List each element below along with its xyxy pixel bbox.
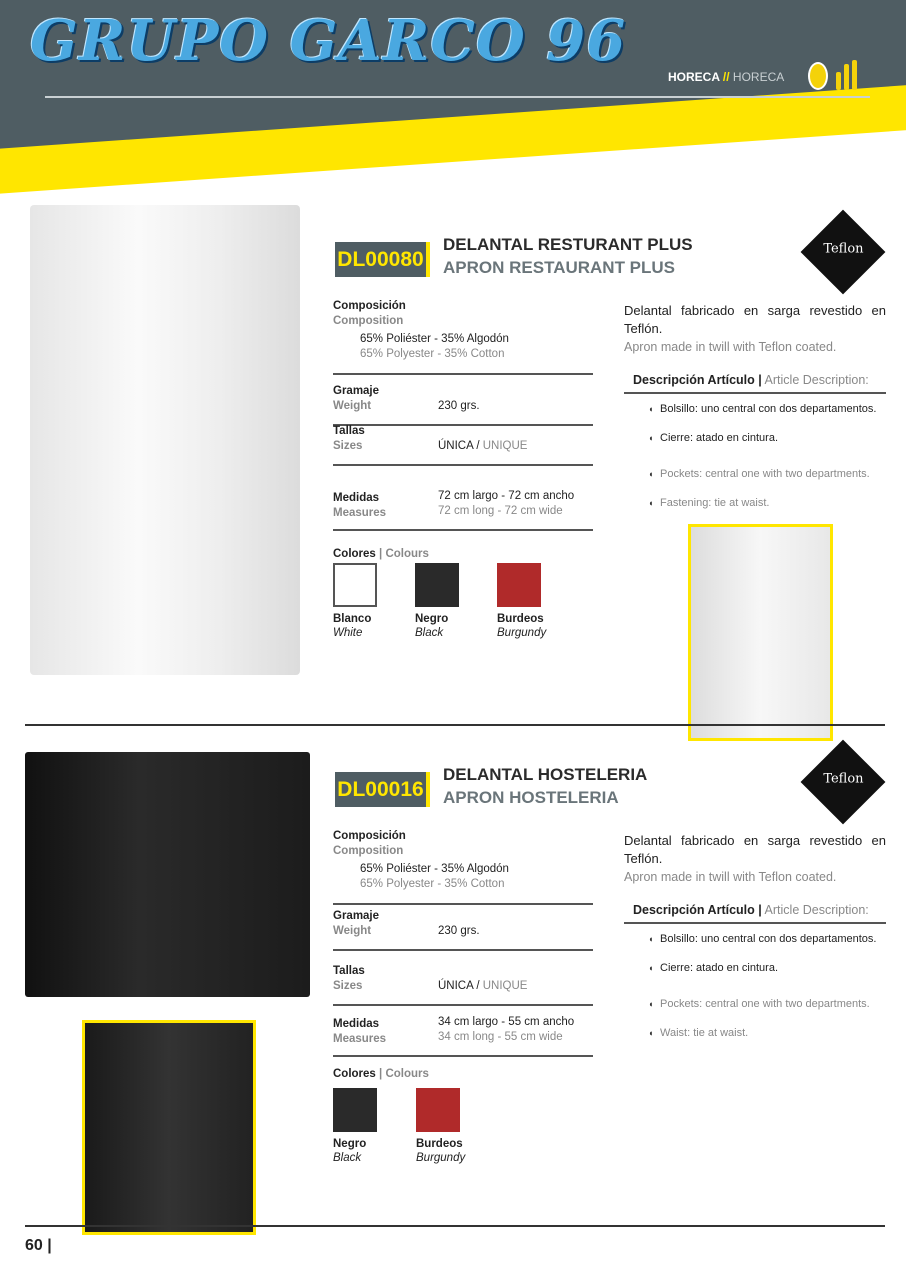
- teflon-logo-text: Teflon: [823, 771, 864, 787]
- divider: [333, 424, 593, 426]
- bullet-en: ◖ Waist: tie at waist.: [660, 1026, 885, 1040]
- bullet-es: ◖ Cierre: atado en cintura.: [660, 431, 885, 445]
- label-weight: Weight: [333, 400, 372, 412]
- product-code: DL00016: [335, 772, 430, 807]
- label-colours: | Colours: [379, 548, 429, 560]
- bars-icon: [836, 60, 862, 90]
- color-name-es: Blanco: [333, 613, 372, 625]
- label-colours: | Colours: [379, 1068, 429, 1080]
- circle-icon: [808, 62, 828, 90]
- size-es: ÚNICA /: [438, 440, 480, 452]
- description-es: Delantal fabricado en sarga revestido en Teflón.: [624, 303, 886, 336]
- weight-value: 230 grs.: [438, 400, 480, 412]
- bullet-en: ◖ Pockets: central one with two departments.: [660, 997, 885, 1011]
- header-divider: [45, 96, 870, 98]
- divider: [624, 922, 886, 924]
- desc-head-en: Article Description:: [761, 903, 869, 917]
- color-name-en: Burgundy: [416, 1152, 466, 1164]
- section-es: HORECA: [668, 70, 720, 84]
- label-medidas: Medidas: [333, 1018, 380, 1030]
- label-weight: Weight: [333, 925, 372, 937]
- color-name-en: Black: [333, 1152, 362, 1164]
- composition-es: 65% Poliéster - 35% Algodón: [360, 863, 509, 875]
- label-measures: Measures: [333, 507, 387, 519]
- divider: [333, 1055, 593, 1057]
- bullet-es: ◖ Bolsillo: uno central con dos departamentos.: [660, 402, 885, 416]
- label-colores: Colores: [333, 548, 376, 560]
- white-apron-detail-image: [688, 524, 833, 741]
- section-en: HORECA: [732, 70, 785, 84]
- color-swatch-black[interactable]: [415, 563, 459, 607]
- description-en: Apron made in twill with Teflon coated.: [624, 870, 837, 884]
- divider: [333, 464, 593, 466]
- page-number: 60 |: [25, 1237, 52, 1254]
- label-composicion: Composición: [333, 300, 406, 312]
- measure-es: 34 cm largo - 55 cm ancho: [438, 1016, 575, 1028]
- label-tallas: Tallas: [333, 425, 365, 437]
- color-name-es: Burdeos: [416, 1138, 463, 1150]
- divider: [333, 529, 593, 531]
- color-name-en: Black: [415, 627, 444, 639]
- composition-en: 65% Polyester - 35% Cotton: [360, 878, 505, 890]
- color-name-es: Negro: [333, 1138, 367, 1150]
- product-code: DL00080: [335, 242, 430, 277]
- label-tallas: Tallas: [333, 965, 365, 977]
- product-title-es: DELANTAL RESTURANT PLUS: [443, 235, 693, 254]
- label-sizes: Sizes: [333, 440, 363, 452]
- desc-head-en: Article Description:: [761, 373, 869, 387]
- black-apron-detail-image: [82, 1020, 256, 1235]
- label-medidas: Medidas: [333, 492, 380, 504]
- product-title-en: APRON RESTAURANT PLUS: [443, 258, 676, 277]
- desc-head-es: Descripción Artículo |: [633, 903, 762, 917]
- measure-en: 34 cm long - 55 cm wide: [438, 1031, 563, 1043]
- label-composition: Composition: [333, 315, 404, 327]
- description-heading: [633, 373, 869, 387]
- color-name-en: Burgundy: [497, 627, 547, 639]
- color-swatch-white[interactable]: [333, 563, 377, 607]
- size-en: UNIQUE: [479, 980, 528, 992]
- desc-head-es: Descripción Artículo |: [633, 373, 762, 387]
- label-colores: Colores: [333, 1068, 376, 1080]
- white-apron-image: [30, 205, 300, 675]
- label-composition: Composition: [333, 845, 404, 857]
- color-name-es: Negro: [415, 613, 449, 625]
- size-es: ÚNICA /: [438, 980, 480, 992]
- divider: [333, 949, 593, 951]
- label-measures: Measures: [333, 1033, 387, 1045]
- description-es: Delantal fabricado en sarga revestido en Teflón.: [624, 833, 886, 866]
- divider: [333, 373, 593, 375]
- size-en: UNIQUE: [479, 440, 528, 452]
- page-number-text: 60: [25, 1237, 43, 1254]
- separator: //: [722, 70, 730, 84]
- section-label: [668, 70, 784, 84]
- label-gramaje: Gramaje: [333, 910, 380, 922]
- measure-en: 72 cm long - 72 cm wide: [438, 505, 563, 517]
- product-divider: [25, 724, 885, 726]
- colours-heading: [333, 1068, 429, 1080]
- size-value: [438, 980, 527, 992]
- color-swatch-burgundy[interactable]: [416, 1088, 460, 1132]
- colours-heading: [333, 548, 429, 560]
- product-title-es: DELANTAL HOSTELERIA: [443, 765, 648, 784]
- measure-es: 72 cm largo - 72 cm ancho: [438, 490, 575, 502]
- bullet-en: ◖ Pockets: central one with two departments.: [660, 467, 885, 481]
- size-value: [438, 440, 527, 452]
- black-apron-image: [25, 752, 310, 997]
- label-sizes: Sizes: [333, 980, 363, 992]
- color-swatch-burgundy[interactable]: [497, 563, 541, 607]
- bullet-es: ◖ Bolsillo: uno central con dos departamentos.: [660, 932, 885, 946]
- color-swatch-black[interactable]: [333, 1088, 377, 1132]
- teflon-logo-text: Teflon: [823, 241, 864, 257]
- bullet-es: ◖ Cierre: atado en cintura.: [660, 961, 885, 975]
- divider: [624, 392, 886, 394]
- description-en: Apron made in twill with Teflon coated.: [624, 340, 837, 354]
- label-composicion: Composición: [333, 830, 406, 842]
- bullet-en: ◖ Fastening: tie at waist.: [660, 496, 885, 510]
- composition-en: 65% Polyester - 35% Cotton: [360, 348, 505, 360]
- description-heading: [633, 903, 869, 917]
- color-name-es: Burdeos: [497, 613, 544, 625]
- weight-value: 230 grs.: [438, 925, 480, 937]
- teflon-logo: [801, 740, 886, 825]
- color-name-en: White: [333, 627, 363, 639]
- product-title-en: APRON HOSTELERIA: [443, 788, 619, 807]
- composition-es: 65% Poliéster - 35% Algodón: [360, 333, 509, 345]
- divider: [333, 903, 593, 905]
- brand-logo: GRUPO GARCO 96: [30, 8, 627, 74]
- label-gramaje: Gramaje: [333, 385, 380, 397]
- divider: [333, 1004, 593, 1006]
- footer-divider: [25, 1225, 885, 1227]
